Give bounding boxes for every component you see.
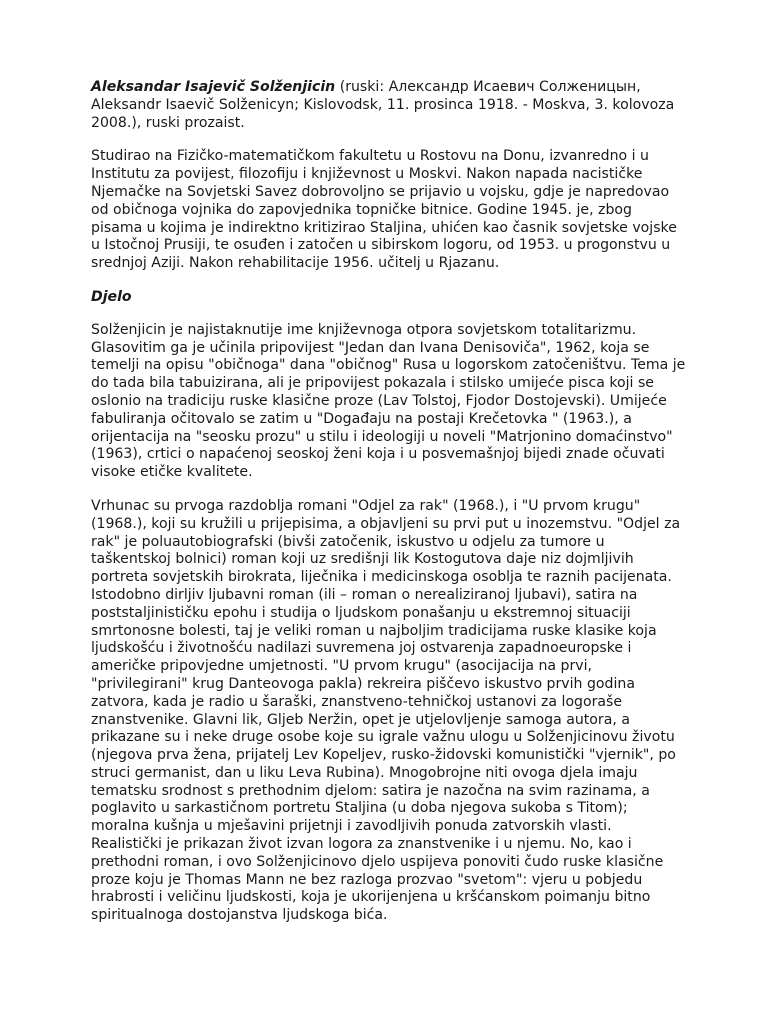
work-paragraph-2: Vrhunac su prvoga razdoblja romani "Odjel za rak" (1968.), i "U prvom krugu" (1968.), koji su kružili u prijepisima, a objavljeni su prvi put u inozemstvu. "Odjel za rak" je poluautobiografski (bivši zatočenik, iskustvo u odjelu za tumore u taškentskoj bolnici) roman koji uz središnji lik Kostogutova daje niz dojmljivih portreta sovjetskih birokrata, liječnika i medicinskoga osoblja te raznih pacijenata. Istodobno dirljiv ljubavni roman (ili – roman o nerealiziranoj ljubavi), satira na poststaljinističku epohu i studija o ljudskom ponašanju u ekstremnoj situaciji smrtonosne bolesti, taj je veliki roman u najboljim tradicijama ruske klasike koja ljudskošću i životnošću nadilazi suvremena joj ostvarenja zapadnoeuropske i američke pripovjedne umjetnosti. "U prvom krugu" (asocijacija na prvi, "privilegirani" krug Danteovoga pakla) rekreira piščevo iskustvo prvih godina zatvora, kada je radio u šaraški, znanstveno-tehničkoj ustanovi za logoraše znanstvenike. Glavni lik, Gljeb Neržin, opet je utjelovljenje samoga autora, a prikazane su i neke druge osobe koje su igrale važnu ulogu u Solženjicinovu životu (njegova prva žena, prijatelj Lev Kopeljev, rusko-židovski komunistički "vjernik", po struci germanist, dan u liku Leva Rubina). Mnogobrojne niti ovoga djela imaju tematsku srodnost s prethodnim djelom: satira je nazočna na svim razinama, a poglavito u sarkastičnom portretu Staljina (u doba njegova sukoba s Titom); moralna kušnja u mješavini prijetnji i zavodljivih ponuda zatvorskih vlasti. Realistički je prikazan život izvan logora za znanstvenike i u njemu. No, kao i prethodni roman, i ovo Solženjicinovo djelo uspijeva ponoviti čudo ruske klasične proze koju je Thomas Mann ne bez razloga prozvao "svetom": vjeru u pobjedu hrabrosti i veličinu ljudskosti, koja je ukorijenjena u kršćanskom poimanju bitno spiritualnoga dostojanstva ljudskoga bića. (91, 497, 681, 924)
intro-text: (ruski: Александр Исаевич Солженицын, Aleksandr Isaevič Solženicyn; Kislovodsk, 11. prosinca 1918. - Moskva, 3. kolovoza 2008.), ruski prozaist. (91, 79, 675, 131)
author-name: Aleksandar Isajevič Solženjicin (91, 79, 336, 95)
intro-paragraph (91, 79, 686, 132)
work-paragraph-1: Solženjicin je najistaknutije ime književnoga otpora sovjetskom totalitarizmu. Glasovitim ga je učinila pripovijest "Jedan dan Ivana Denisoviča", 1962, koja se temelji na opisu "običnoga" dana "običnog" Rusa u logorskom zatočeništvu. Tema je do tada bila tabuizirana, ali je pripovijest pokazala i stilsko umijeće pisca koji se oslonio na tradiciju ruske klasične proze (Lav Tolstoj, Fjodor Dostojevski). Umijeće fabuliranja očitovalo se zatim u "Događaju na postaji Krečetovka " (1963.), a orijentacija na "seosku prozu" u stilu i ideologiji u noveli "Matrjonino domaćinstvo" (1963), crtici o napaćenoj seoskoj ženi koja i u posvemašnjoj bijedi znade očuvati visoke etičke kvalitete. (91, 321, 686, 481)
biography-paragraph: Studirao na Fizičko-matematičkom fakultetu u Rostovu na Donu, izvanredno i u Institutu za povijest, filozofiju i književnost u Moskvi. Nakon napada nacističke Njemačke na Sovjetski Savez dobrovoljno se prijavio u vojsku, gdje je napredovao od običnoga vojnika do zapovjednika topničke bitnice. Godine 1945. je, zbog pisama u kojima je indirektno kritizirao Staljina, uhićen kao časnik sovjetske vojske u Istočnoj Prusiji, te osuđen i zatočen u sibirskom logoru, od 1953. u progonstvu u srednjoj Aziji. Nakon rehabilitacije 1956. učitelj u Rjazanu. (91, 148, 677, 272)
document-page (91, 79, 686, 941)
section-heading: Djelo (91, 288, 132, 305)
